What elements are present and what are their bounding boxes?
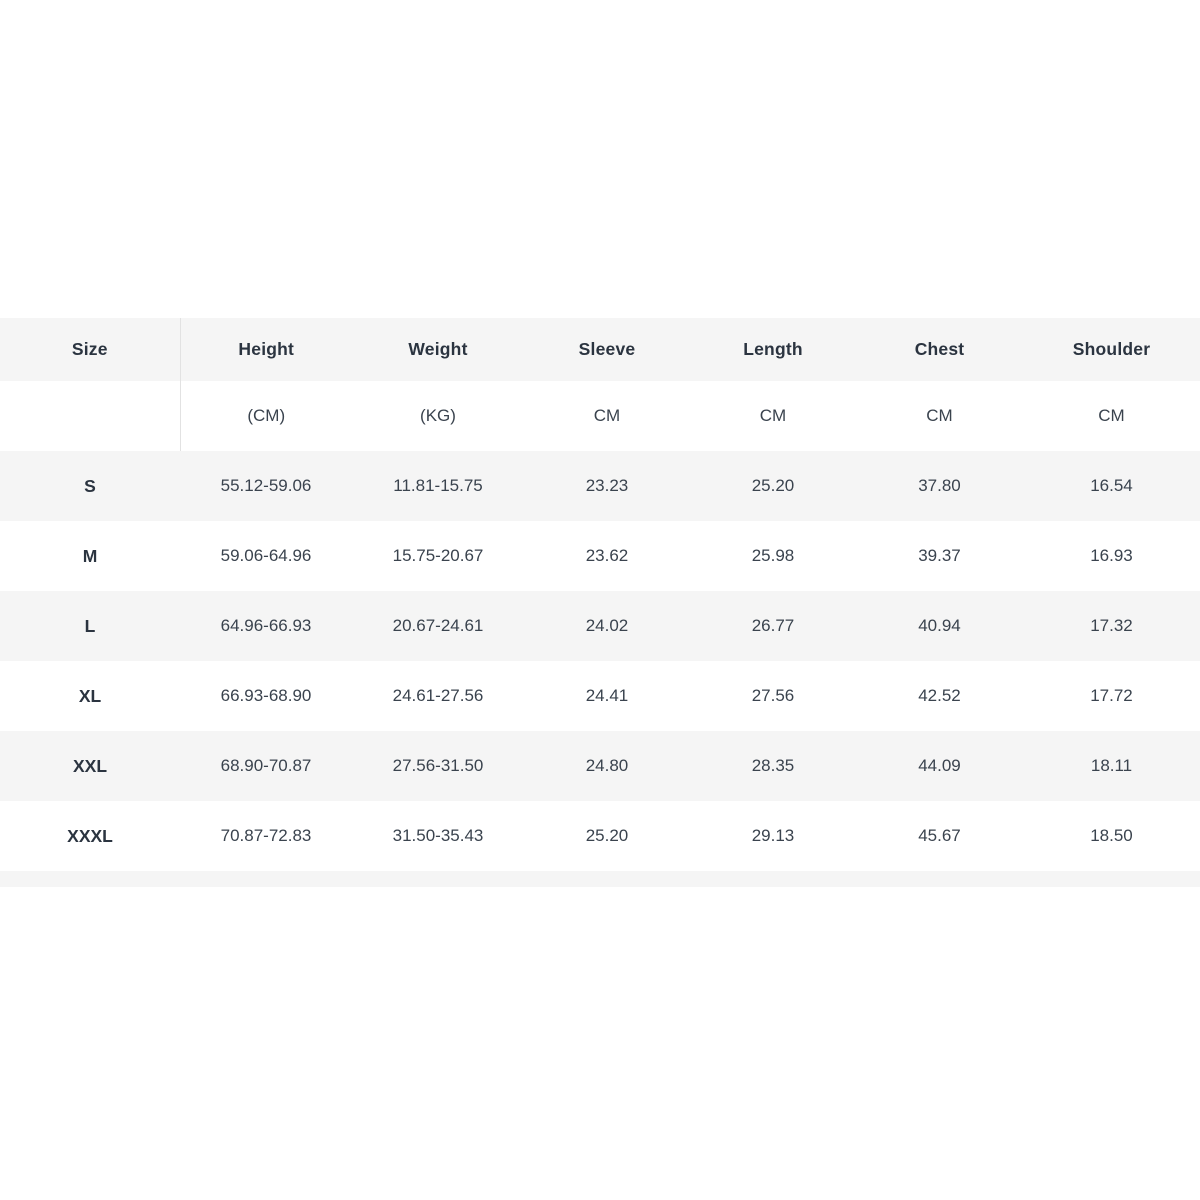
table-row xyxy=(0,591,1200,661)
cell-height: 64.96-66.93 xyxy=(180,591,352,661)
cell-size: XXXL xyxy=(0,801,180,871)
header-shoulder: Shoulder xyxy=(1023,318,1200,381)
table-footer-strip xyxy=(0,871,1200,887)
unit-chest: CM xyxy=(856,381,1023,451)
header-chest: Chest xyxy=(856,318,1023,381)
cell-chest: 40.94 xyxy=(856,591,1023,661)
cell-shoulder: 18.50 xyxy=(1023,801,1200,871)
cell-height: 66.93-68.90 xyxy=(180,661,352,731)
table-row xyxy=(0,731,1200,801)
header-height: Height xyxy=(180,318,352,381)
cell-size: M xyxy=(0,521,180,591)
cell-sleeve: 25.20 xyxy=(524,801,690,871)
cell-weight: 27.56-31.50 xyxy=(352,731,524,801)
header-weight: Weight xyxy=(352,318,524,381)
table-row xyxy=(0,521,1200,591)
cell-weight: 31.50-35.43 xyxy=(352,801,524,871)
unit-sleeve: CM xyxy=(524,381,690,451)
table-row xyxy=(0,801,1200,871)
cell-height: 55.12-59.06 xyxy=(180,451,352,521)
cell-length: 25.20 xyxy=(690,451,856,521)
unit-length: CM xyxy=(690,381,856,451)
cell-weight: 15.75-20.67 xyxy=(352,521,524,591)
table-row xyxy=(0,661,1200,731)
table-header-row xyxy=(0,318,1200,381)
cell-length: 25.98 xyxy=(690,521,856,591)
cell-chest: 42.52 xyxy=(856,661,1023,731)
cell-length: 27.56 xyxy=(690,661,856,731)
cell-shoulder: 16.93 xyxy=(1023,521,1200,591)
cell-height: 68.90-70.87 xyxy=(180,731,352,801)
cell-chest: 44.09 xyxy=(856,731,1023,801)
cell-length: 26.77 xyxy=(690,591,856,661)
cell-size: XL xyxy=(0,661,180,731)
cell-shoulder: 17.32 xyxy=(1023,591,1200,661)
cell-chest: 45.67 xyxy=(856,801,1023,871)
cell-shoulder: 17.72 xyxy=(1023,661,1200,731)
cell-chest: 37.80 xyxy=(856,451,1023,521)
cell-weight: 24.61-27.56 xyxy=(352,661,524,731)
cell-chest: 39.37 xyxy=(856,521,1023,591)
table-units-row xyxy=(0,381,1200,451)
size-chart-table xyxy=(0,318,1200,887)
cell-weight: 11.81-15.75 xyxy=(352,451,524,521)
cell-shoulder: 16.54 xyxy=(1023,451,1200,521)
cell-size: L xyxy=(0,591,180,661)
unit-size xyxy=(0,381,180,451)
cell-length: 28.35 xyxy=(690,731,856,801)
cell-sleeve: 23.62 xyxy=(524,521,690,591)
table-row xyxy=(0,451,1200,521)
footer-spacer xyxy=(0,871,1200,887)
cell-height: 59.06-64.96 xyxy=(180,521,352,591)
header-sleeve: Sleeve xyxy=(524,318,690,381)
header-size: Size xyxy=(0,318,180,381)
cell-weight: 20.67-24.61 xyxy=(352,591,524,661)
cell-size: S xyxy=(0,451,180,521)
cell-sleeve: 24.02 xyxy=(524,591,690,661)
cell-sleeve: 24.80 xyxy=(524,731,690,801)
cell-shoulder: 18.11 xyxy=(1023,731,1200,801)
unit-height: (CM) xyxy=(180,381,352,451)
cell-size: XXL xyxy=(0,731,180,801)
unit-shoulder: CM xyxy=(1023,381,1200,451)
cell-length: 29.13 xyxy=(690,801,856,871)
cell-height: 70.87-72.83 xyxy=(180,801,352,871)
cell-sleeve: 23.23 xyxy=(524,451,690,521)
cell-sleeve: 24.41 xyxy=(524,661,690,731)
unit-weight: (KG) xyxy=(352,381,524,451)
size-chart-container xyxy=(0,318,1200,887)
header-length: Length xyxy=(690,318,856,381)
